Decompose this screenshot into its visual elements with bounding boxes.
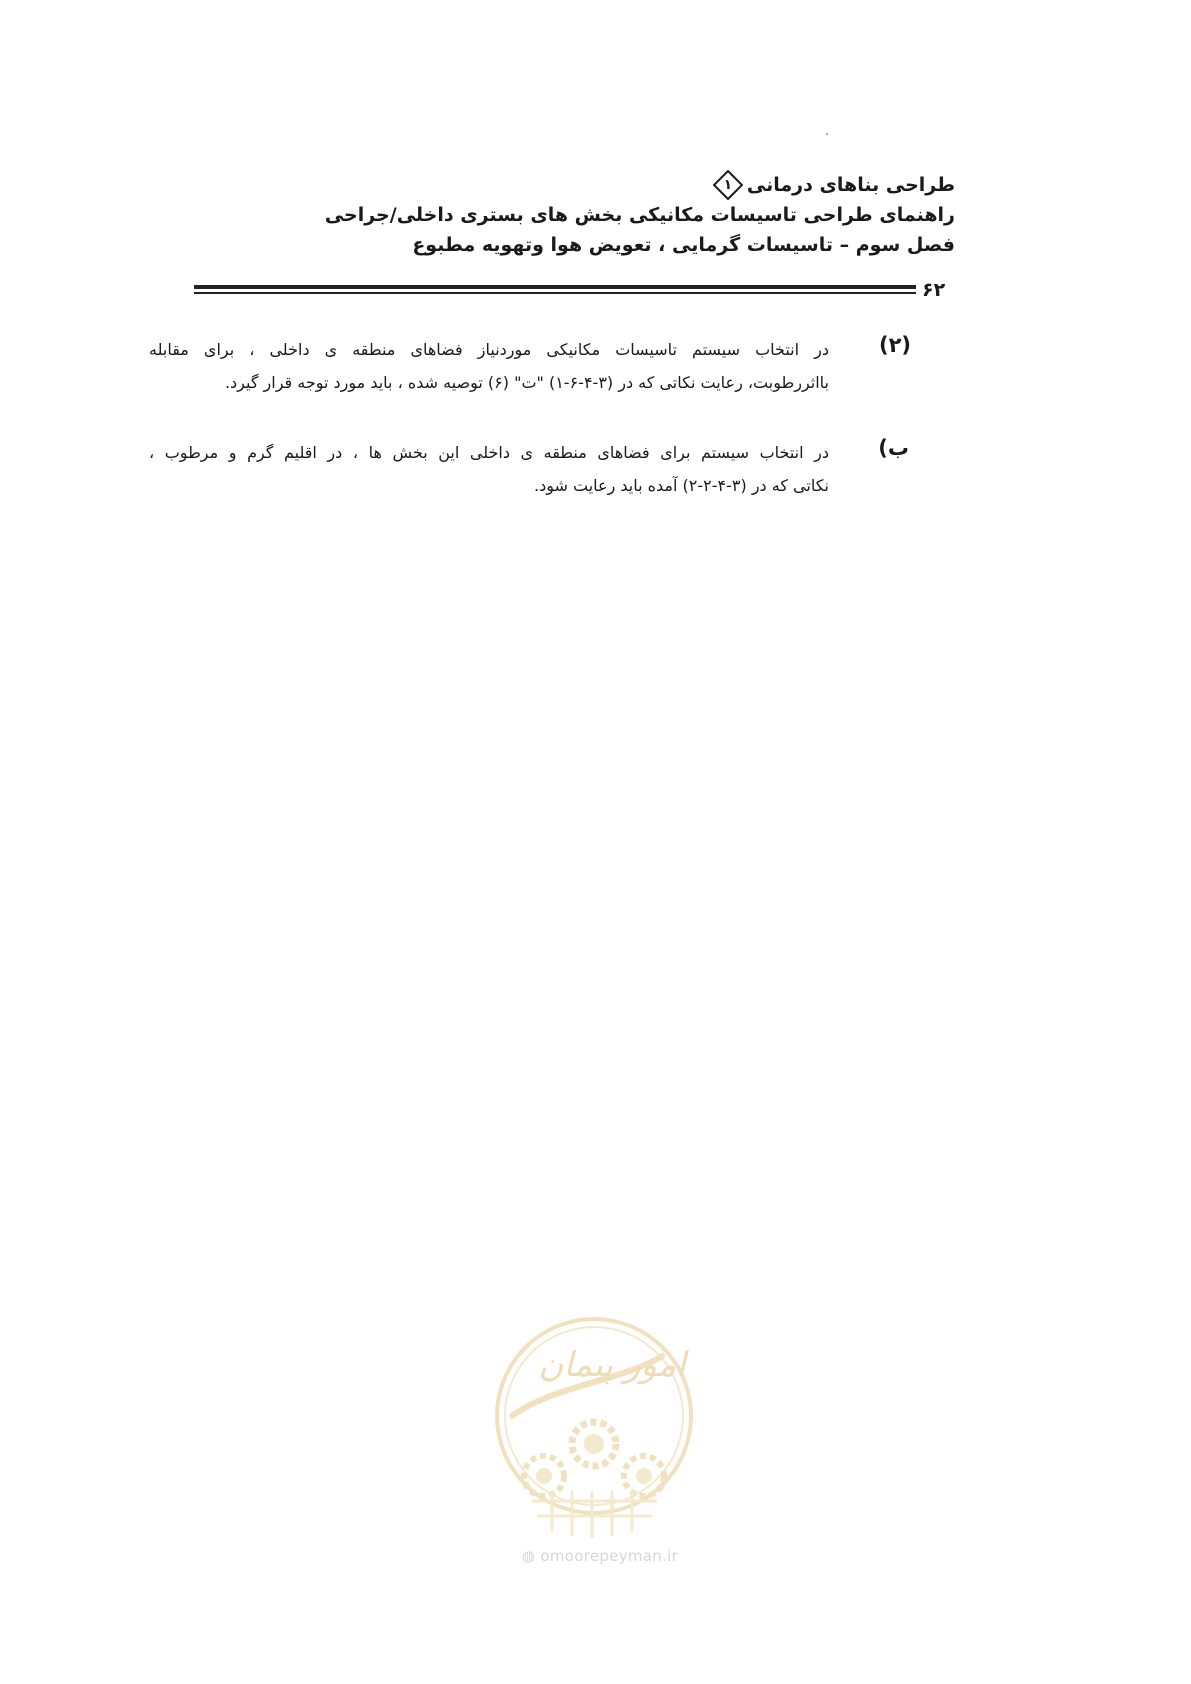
item-marker-1: (۲) [878, 333, 911, 357]
watermark-site [500, 1547, 700, 1565]
item-marker-2: ب) [878, 436, 909, 460]
chapter-title: فصل سوم – تاسیسات گرمایی ، تعویض هوا وتهویه مطبوع [412, 234, 955, 256]
item-text-1 [149, 333, 829, 399]
book-subtitle: راهنمای طراحی تاسیسات مکانیکی بخش های بستری داخلی/جراحی [324, 204, 955, 226]
item-1-line-1: در انتخاب سیستم تاسیسات مکانیکی موردنیاز فضاهای منطقه ی داخلی ، برای مقابله [149, 340, 829, 359]
page-header [235, 170, 955, 260]
book-title-row [235, 170, 955, 200]
page-number: ۶۲ [922, 279, 946, 301]
watermark-logo-text: امور پیمان [538, 1345, 686, 1385]
volume-diamond-icon [713, 170, 743, 200]
volume-number: ۱ [723, 177, 733, 193]
header-rule-thin [194, 292, 916, 294]
watermark-logo [492, 1316, 697, 1556]
header-double-rule [194, 285, 916, 295]
scan-speck [826, 133, 828, 135]
item-1-line-2: بااثررطوبت، رعایت نکاتی که در (۳-۴-۶-۱) "ت" (۶) توصیه شده ، باید مورد توجه قرار گیرد. [224, 373, 829, 392]
item-2-line-2: نکاتی که در (۳-۴-۲-۲) آمده باید رعایت شود. [534, 476, 829, 495]
book-title: طراحی بناهای درمانی [746, 174, 955, 196]
globe-icon: ◍ [521, 1547, 536, 1565]
item-text-2 [149, 436, 829, 502]
watermark-site-text: omoorepeyman.ir [540, 1547, 679, 1565]
item-2-line-1: در انتخاب سیستم برای فضاهای منطقه ی داخلی این بخش ها ، در اقلیم گرم و مرطوب ، [149, 443, 829, 462]
header-rule-thick [194, 285, 916, 289]
